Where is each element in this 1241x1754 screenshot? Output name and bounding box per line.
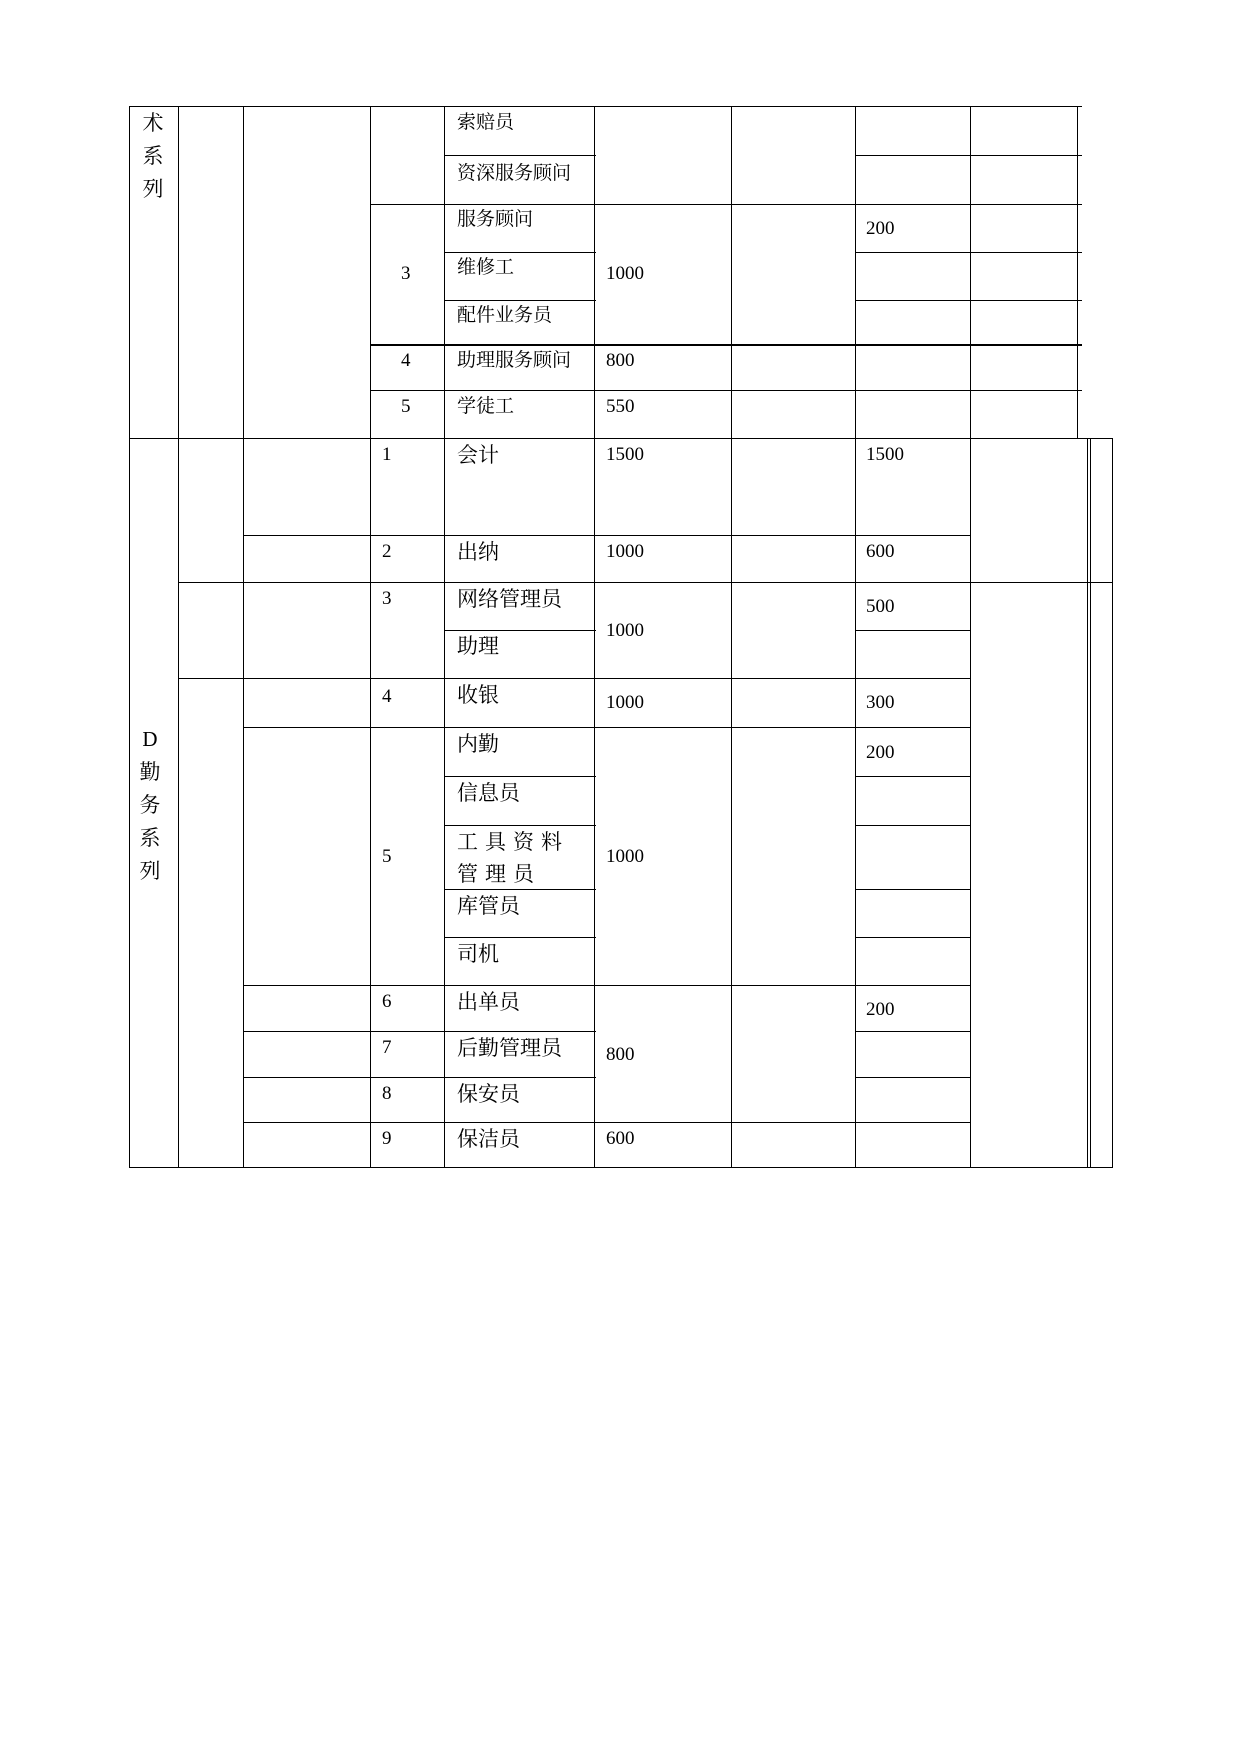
position-office-staff: 内勤 <box>457 732 499 756</box>
position-service-advisor: 服务顾问 <box>457 209 534 230</box>
position-invoice-clerk: 出单员 <box>457 990 520 1014</box>
subsidy-rank-4-d: 300 <box>866 692 895 713</box>
category-label-service: D勤务系列 <box>139 727 161 883</box>
rank-5-d: 5 <box>382 846 392 867</box>
amount-rank-1-d: 1500 <box>606 444 644 465</box>
amount-rank-4-d: 1000 <box>606 692 644 713</box>
subsidy-rank-1-d: 1500 <box>866 444 904 465</box>
position-cashier: 出纳 <box>457 540 499 564</box>
amount-rank-6-8-d: 800 <box>606 1044 635 1065</box>
subsidy-rank-3-a: 200 <box>866 218 895 239</box>
position-assistant: 助理 <box>457 634 499 658</box>
rank-2-d: 2 <box>382 541 392 562</box>
rank-3-a: 3 <box>401 263 411 284</box>
position-driver: 司机 <box>457 942 499 966</box>
amount-rank-2-d: 1000 <box>606 541 644 562</box>
position-claims: 索赔员 <box>457 112 515 133</box>
position-logistics-manager: 后勤管理员 <box>457 1036 562 1060</box>
position-mechanic: 维修工 <box>457 257 515 278</box>
amount-rank-4-a: 800 <box>606 350 635 371</box>
position-apprentice: 学徒工 <box>457 396 515 417</box>
amount-rank-3-a: 1000 <box>606 263 644 284</box>
rank-3-d: 3 <box>382 588 392 609</box>
rank-4-a: 4 <box>401 350 411 371</box>
rank-4-d: 4 <box>382 686 392 707</box>
subsidy-rank-5-d: 200 <box>866 742 895 763</box>
position-storekeeper: 库管员 <box>457 894 520 918</box>
position-cleaner: 保洁员 <box>457 1127 520 1151</box>
rank-8-d: 8 <box>382 1083 392 1104</box>
position-accountant: 会计 <box>457 443 499 467</box>
amount-rank-5-d: 1000 <box>606 846 644 867</box>
rank-9-d: 9 <box>382 1128 392 1149</box>
position-tool-doc-manager: 工具资料管理员 <box>457 830 569 886</box>
rank-7-d: 7 <box>382 1037 392 1058</box>
rank-1-d: 1 <box>382 444 392 465</box>
category-label-tech: 术系列 <box>142 111 164 201</box>
subsidy-rank-3-d: 500 <box>866 596 895 617</box>
position-network-admin: 网络管理员 <box>457 587 562 611</box>
position-assistant-advisor: 助理服务顾问 <box>457 350 572 371</box>
position-security-guard: 保安员 <box>457 1082 520 1106</box>
amount-rank-3-d: 1000 <box>606 620 644 641</box>
rank-6-d: 6 <box>382 991 392 1012</box>
amount-rank-9-d: 600 <box>606 1128 635 1149</box>
subsidy-rank-2-d: 600 <box>866 541 895 562</box>
position-parts-clerk: 配件业务员 <box>457 305 553 326</box>
position-till: 收银 <box>457 683 499 707</box>
subsidy-rank-6-d: 200 <box>866 999 895 1020</box>
rank-5-a: 5 <box>401 396 411 417</box>
position-senior-advisor: 资深服务顾问 <box>457 163 572 184</box>
amount-rank-5-a: 550 <box>606 396 635 417</box>
position-info-clerk: 信息员 <box>457 781 520 805</box>
